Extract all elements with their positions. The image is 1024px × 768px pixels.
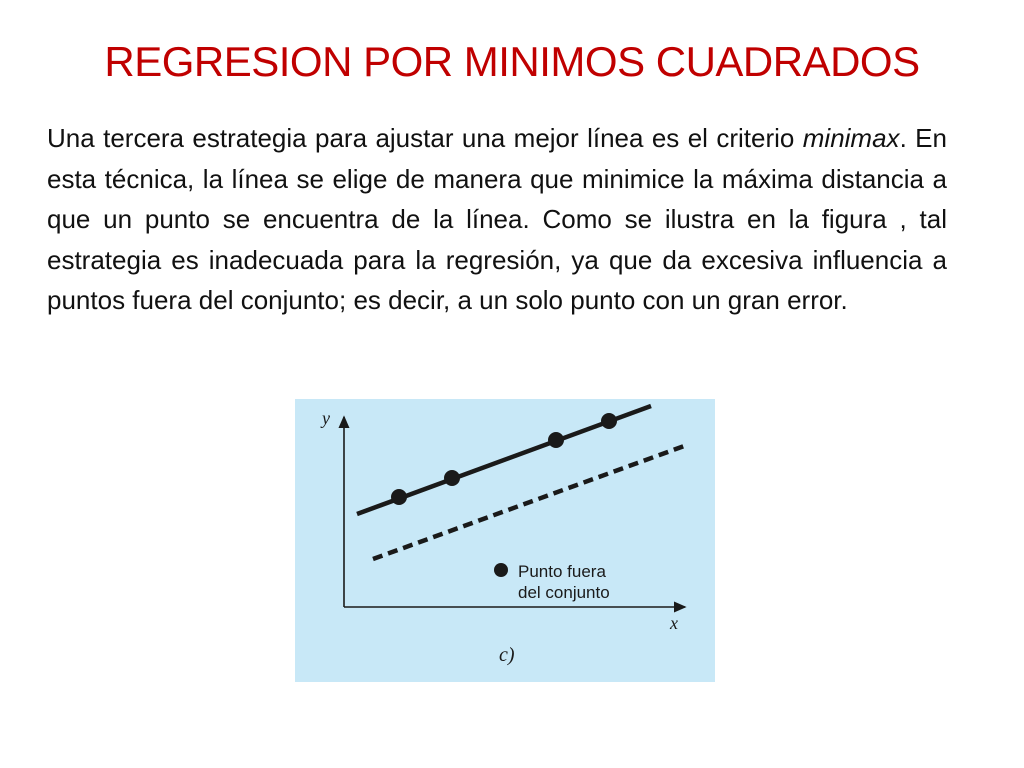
paragraph-text-1: Una tercera estrategia para ajustar una mejor línea es el criterio: [47, 123, 803, 153]
data-point: [391, 489, 407, 505]
figure-caption: c): [499, 644, 515, 666]
dashed-line: [373, 445, 687, 559]
legend-label-line2: del conjunto: [518, 583, 610, 602]
data-point: [444, 470, 460, 486]
x-axis-label: x: [670, 613, 678, 633]
y-axis-label: y: [322, 408, 330, 428]
minimax-figure: [295, 399, 715, 682]
paragraph-text-2: . En esta técnica, la línea se elige de manera que minimice la máxima distancia a que un punto se encuentra de la línea. Como se ilustra en la figura , tal estrategia es inadecuada para la regresión, ya que da excesiva influencia a puntos fuera del conjunto; es decir, a un solo punto con un gran error.: [47, 123, 947, 315]
data-point: [601, 413, 617, 429]
slide-title: REGRESION POR MINIMOS CUADRADOS: [104, 38, 920, 85]
body-paragraph: [47, 118, 947, 321]
data-point: [548, 432, 564, 448]
figure-diagram: [295, 399, 715, 682]
outlier-point: [494, 563, 508, 577]
legend-label-line1: Punto fuera: [518, 562, 606, 581]
paragraph-emphasis-minimax: minimax: [802, 123, 900, 153]
